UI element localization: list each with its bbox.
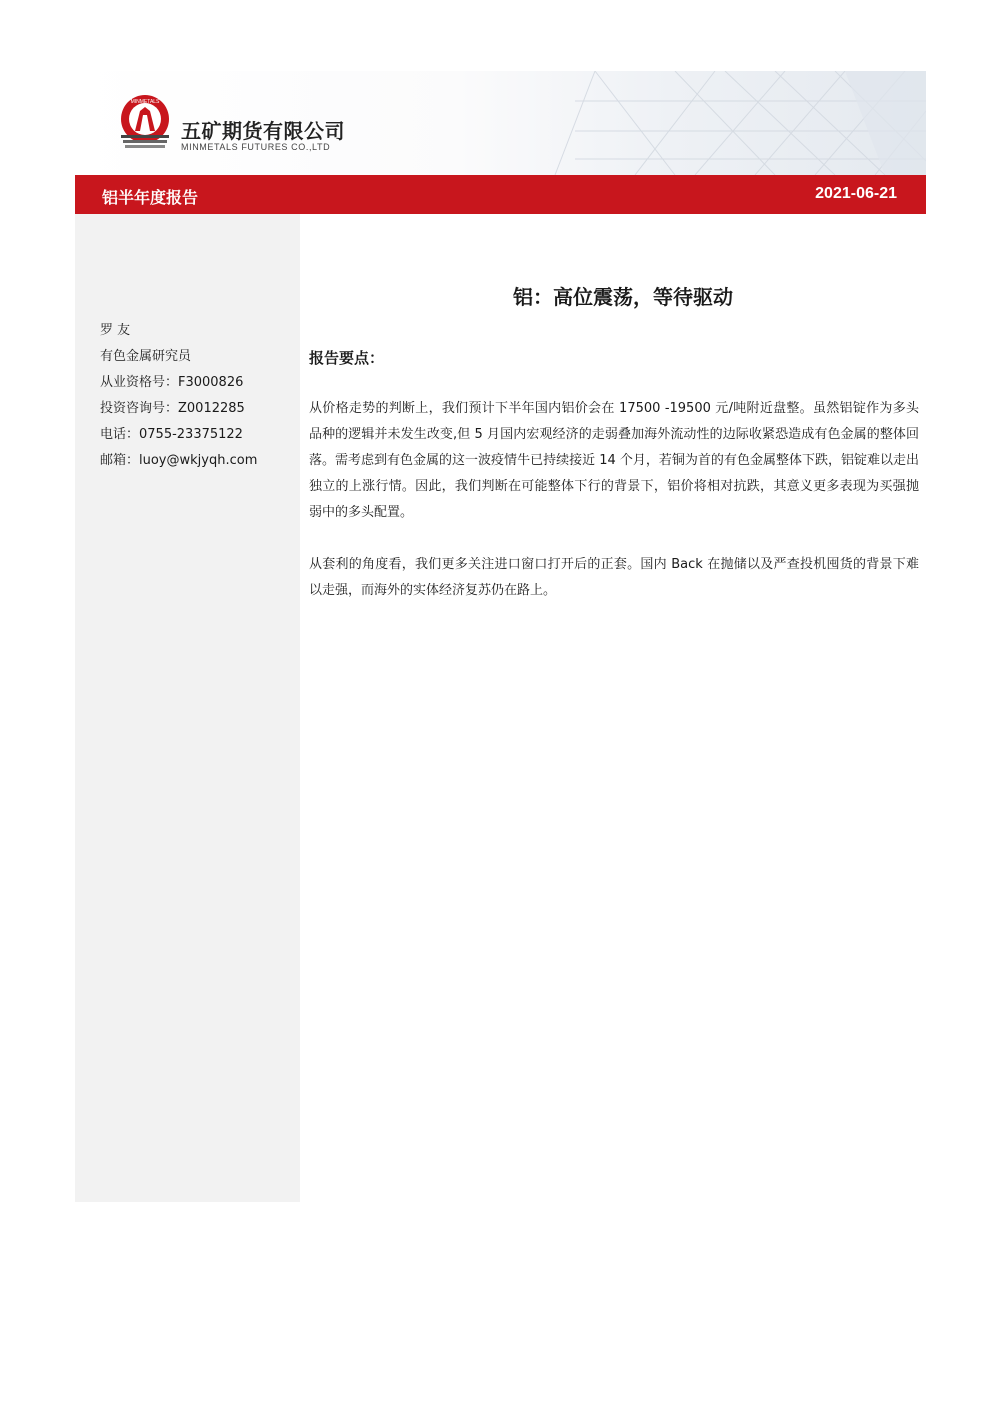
report-date: 2021-06-21 xyxy=(815,185,897,202)
report-header xyxy=(75,71,926,175)
report-banner xyxy=(75,175,926,214)
author-qualification: 从业资格号：F3000826 xyxy=(100,375,244,390)
company-name-en: MINMETALS FUTURES CO.,LTD xyxy=(181,142,331,152)
author-email: 邮箱：luoy@wkjyqh.com xyxy=(100,453,258,468)
author-title: 有色金属研究员 xyxy=(100,349,192,364)
report-title: 铝：高位震荡，等待驱动 xyxy=(513,285,733,309)
author-phone: 电话：0755-23375122 xyxy=(100,427,243,442)
author-consulting-number: 投资咨询号：Z0012285 xyxy=(100,401,245,416)
key-points-heading: 报告要点： xyxy=(309,349,385,367)
company-name-cn: 五矿期货有限公司 xyxy=(181,119,345,143)
report-type-label: 铝半年度报告 xyxy=(102,188,199,207)
minmetals-logo-icon xyxy=(118,95,172,153)
author-sidebar xyxy=(75,214,300,1202)
author-name: 罗 友 xyxy=(100,323,131,338)
key-point-paragraph: 从价格走势的判断上，我们预计下半年国内铝价会在 17500 -19500 元/吨附近盘整。虽然铝锭作为多头品种的逻辑并未发生改变,但 5 月国内宏观经济的走弱叠加海外流动性的边际收紧恐造成有色金属的整体回落。需考虑到有色金属的这一波疫情牛已持续接近 14 个月，若铜为首的有色金属整体下跌，铝锭难以走出独立的上涨行情。因此，我们判断在可能整体下行的背景下，铝价将相对抗跌，其意义更多表现为买强抛弱中的多头配置。 xyxy=(309,401,919,520)
logo-ring-text: MINMETALS xyxy=(130,99,160,105)
key-point-paragraph: 从套利的角度看，我们更多关注进口窗口打开后的正套。国内 Back 在抛储以及严查投机囤货的背景下难以走强，而海外的实体经济复苏仍在路上。 xyxy=(309,557,919,598)
author-info xyxy=(100,321,257,477)
